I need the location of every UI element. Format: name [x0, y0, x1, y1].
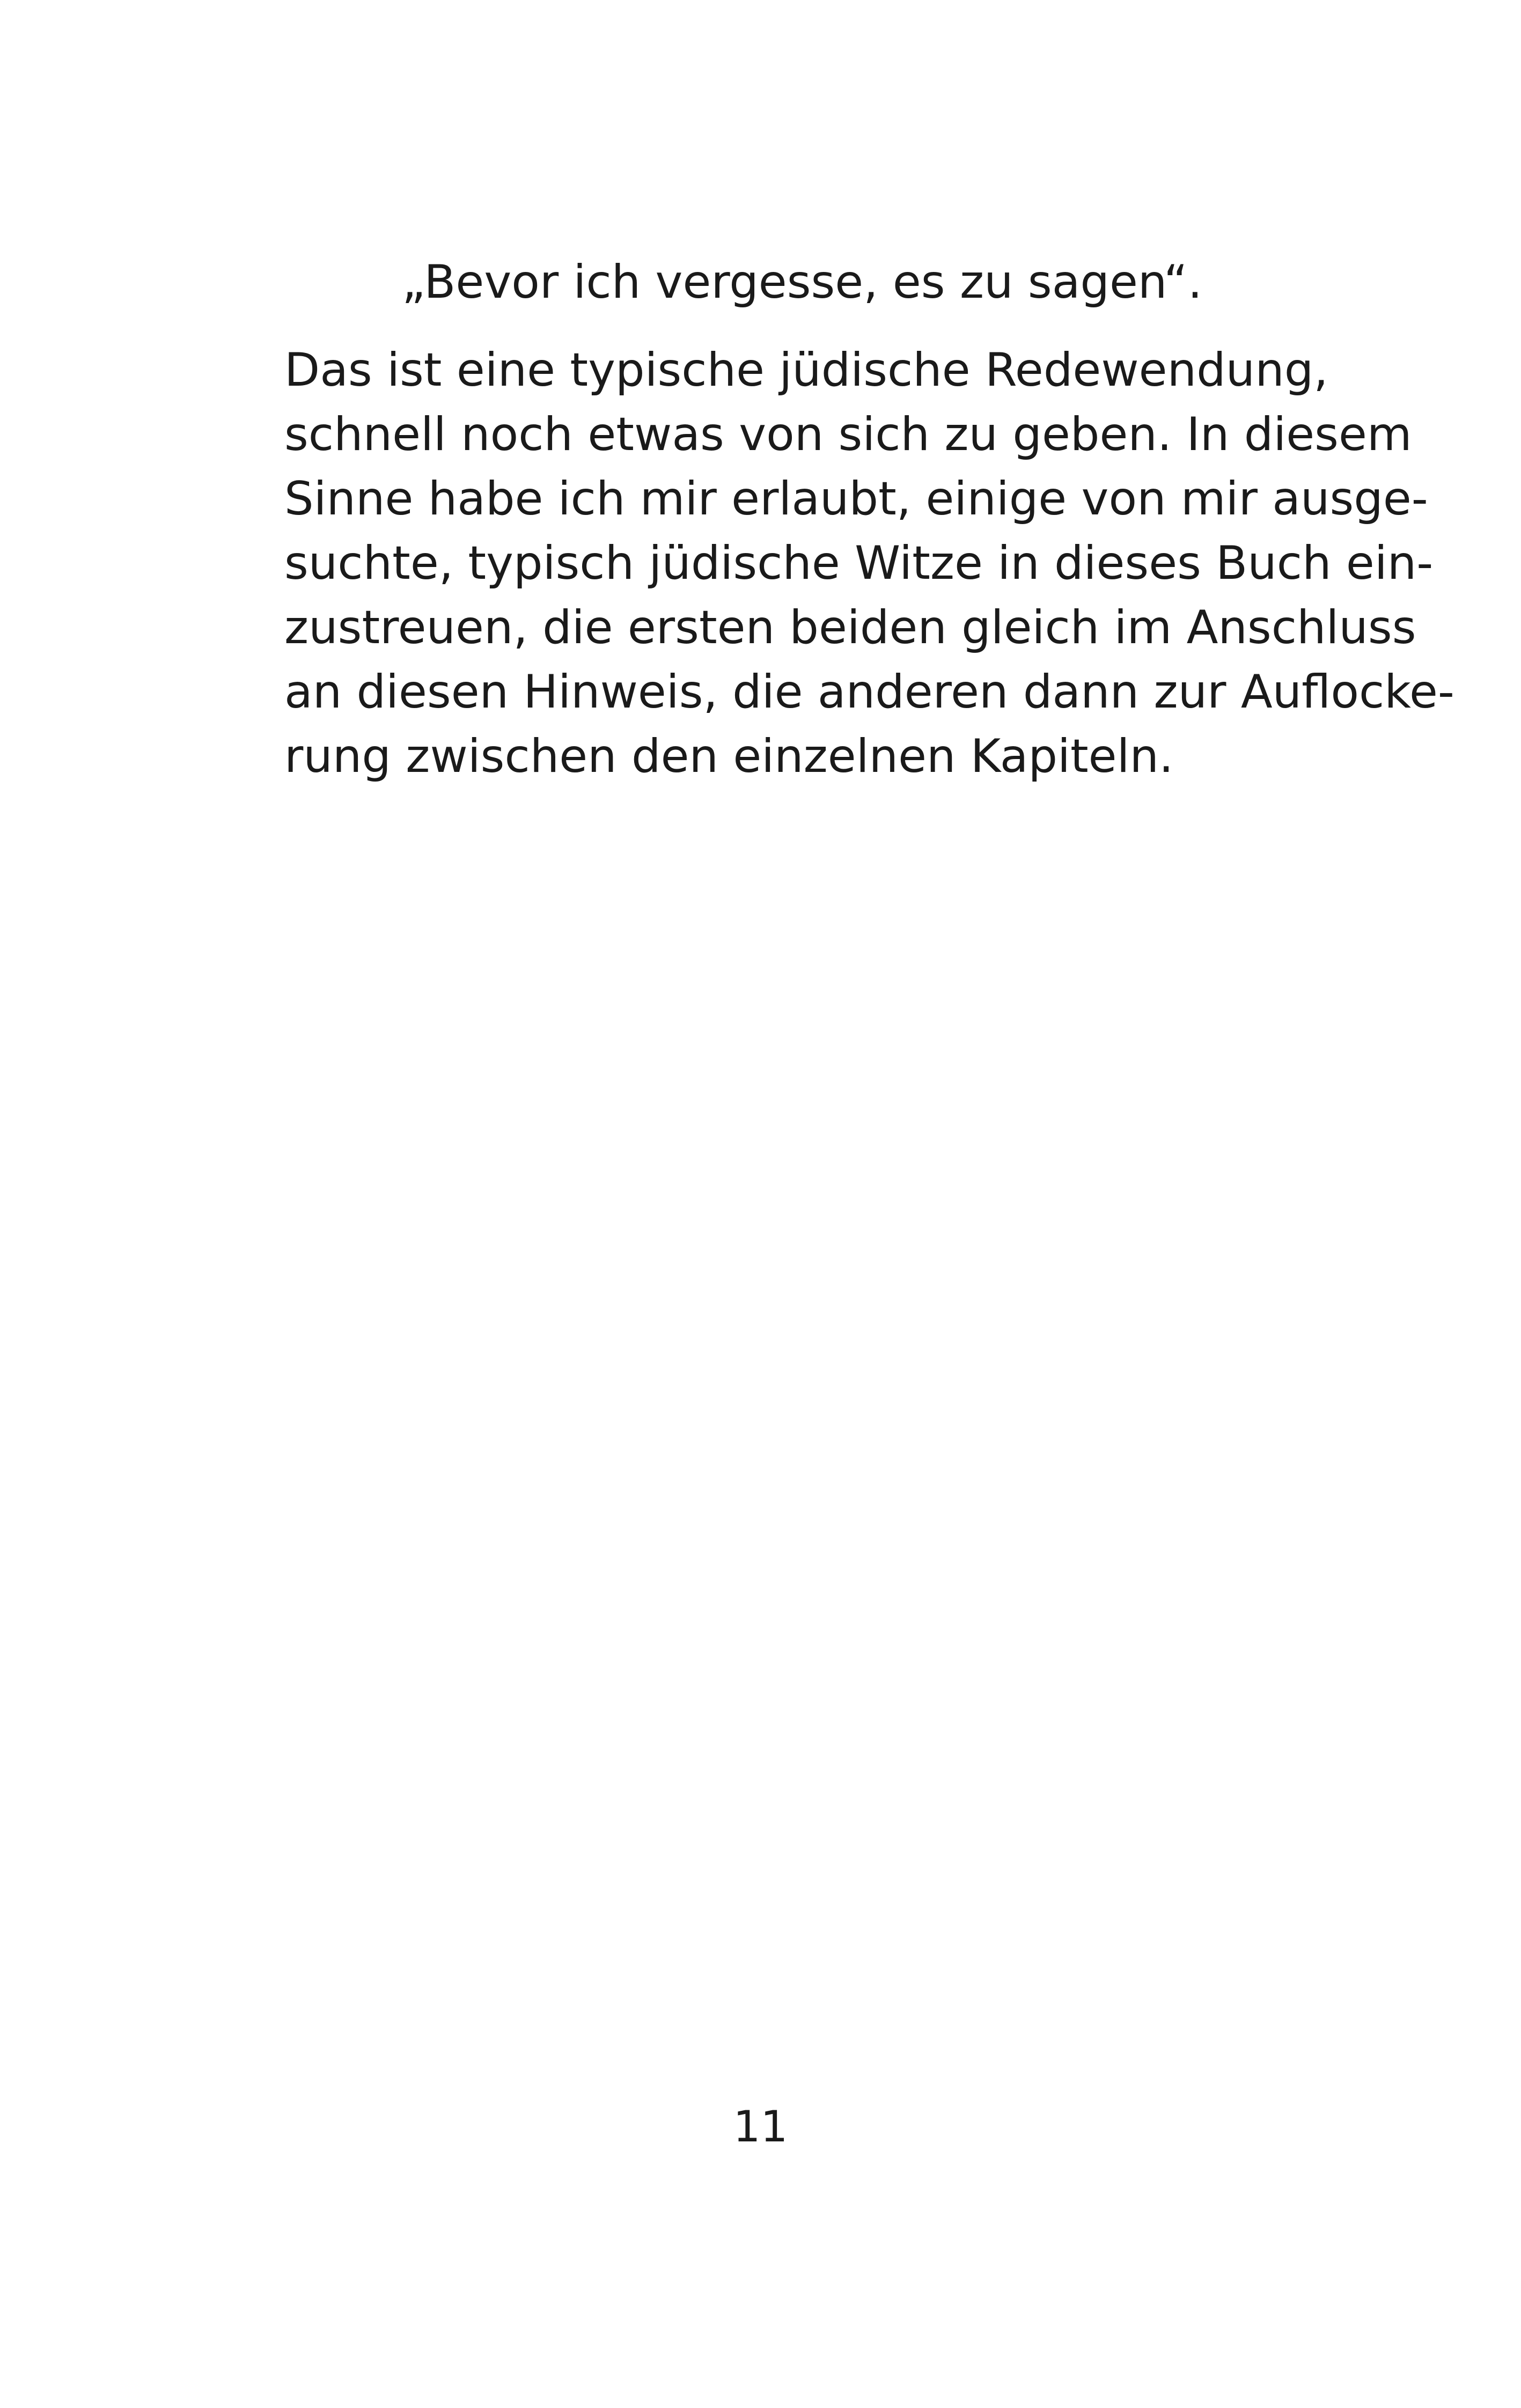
body-paragraph [284, 338, 1454, 789]
paragraph-line-1: Das ist eine typische jüdische Redewendung, [284, 343, 1328, 397]
paragraph-line-6: an diesen Hinweis, die anderen dann zur Auflocke- [284, 665, 1454, 719]
paragraph-line-4: suchte, typisch jüdische Witze in dieses Buch ein- [284, 536, 1434, 590]
paragraph-line-2: schnell noch etwas von sich zu geben. In diesem [284, 408, 1412, 461]
paragraph-line-7: rung zwischen den einzelnen Kapiteln. [284, 730, 1174, 783]
paragraph-line-3: Sinne habe ich mir erlaubt, einige von mir ausge- [284, 472, 1428, 526]
page-number: 11 [733, 2102, 788, 2152]
page-heading: „Bevor ich vergesse, es zu sagen“. [401, 255, 1203, 309]
paragraph-line-5: zustreuen, die ersten beiden gleich im Anschluss [284, 601, 1416, 654]
